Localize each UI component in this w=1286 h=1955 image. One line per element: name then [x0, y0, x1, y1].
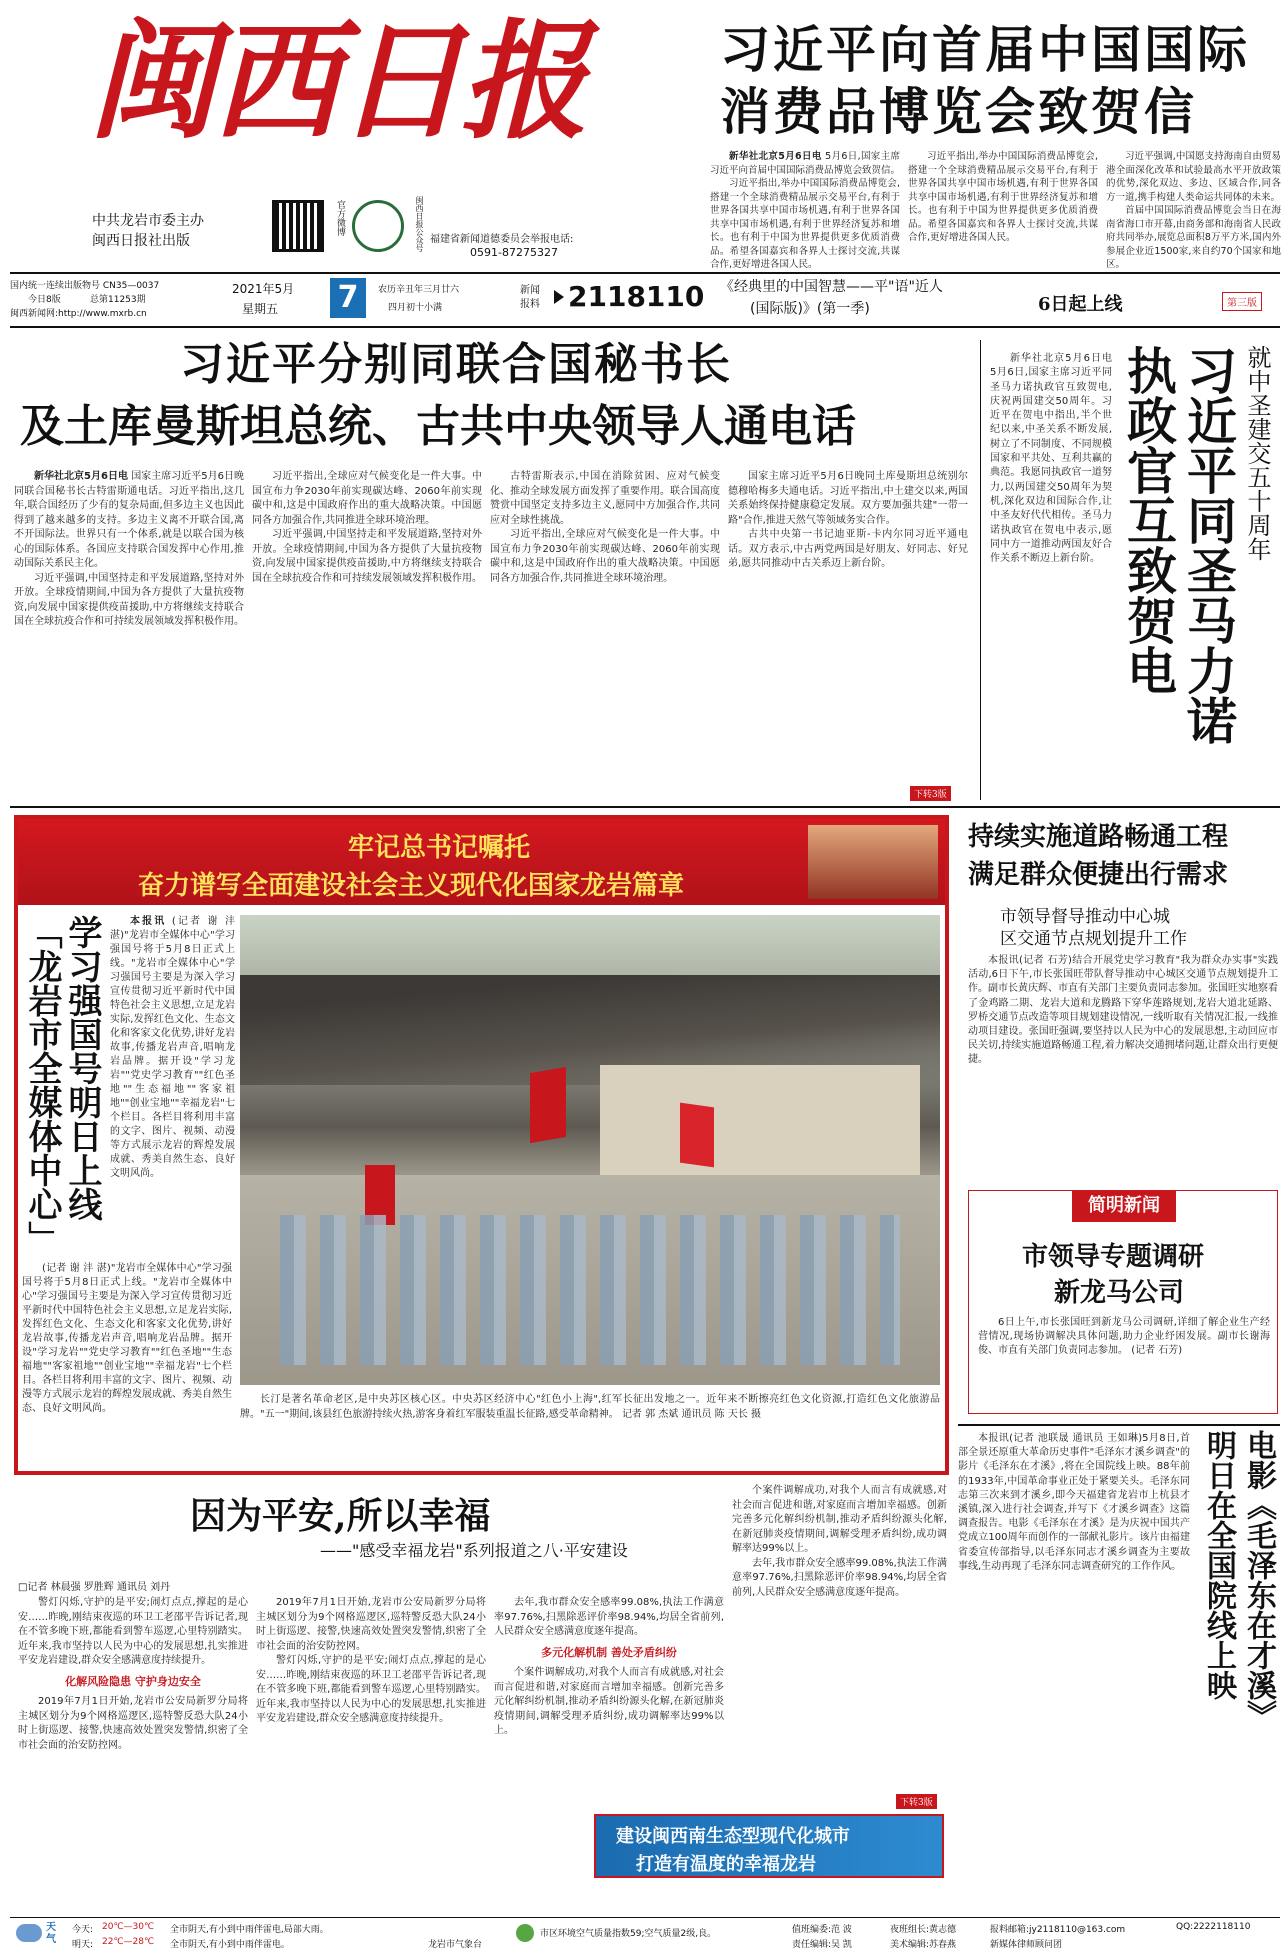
paragraph: 警灯闪烁,守护的是平安;闹灯点点,撑起的是心安……昨晚,刚结束夜巡的环卫工老邵平告诉记者,现在不管多晚下班,都能看到警车巡逻,心里特别踏实。近年来,我市坚持以人民为中心的发展思想,扎实推进平安龙岩建设,群众安全感满意度持续提升。	[18, 1597, 248, 1666]
top-headline-line2: 消费品博览会致贺信	[720, 82, 1197, 141]
arrow-icon	[554, 290, 564, 304]
air-quality: 市区环境空气质量指数59;空气质量2级,良。	[540, 1929, 717, 1939]
tomorrow-label: 明天:	[72, 1940, 94, 1950]
masthead	[0, 0, 720, 270]
qr-code	[272, 200, 324, 252]
safety-title: 因为平安,所以幸福	[190, 1495, 491, 1537]
brief-text	[978, 1316, 1270, 1408]
side-lead-text: 新华社北京5月6日电 5月6日,国家主席习近平同圣马力诺执政官互致贺电,庆祝两国建交50周年。习近平在贺电中指出,半个世纪以来,中圣关系不断发展,树立了不同制度、不同规模国家和平共处、互利共赢的典范。我愿同执政官一道努力,以两国建交50周年为契机,深化双边和国际合作,让中圣友好代代相传。圣马力诺执政官在贺电中表示,愿同中方一道推动两国友好合作关系不断迈上新台阶。	[990, 353, 1112, 565]
lead-headline-1: 习近平分别同联合国秘书长	[180, 339, 732, 390]
feature-banner	[18, 819, 945, 905]
weather-strip	[10, 1920, 1280, 1952]
photo-flag	[530, 1067, 566, 1143]
road-title-1: 持续实施道路畅通工程	[968, 822, 1229, 852]
lead-jump-link[interactable]: 下转3版	[910, 786, 951, 801]
feature-text-col	[110, 915, 235, 1260]
paragraph: 习近平强调,中国愿支持海南自由贸易港全面深化改革和试验最高水平开放政策的优势,深化双边、多边、区域合作,同各方一道,携手构建人类命运共同体的未来。	[1106, 151, 1281, 203]
hotline-label: 福建省新闻道德委员会举报电话:	[430, 234, 574, 245]
film-title-2: 明日在全国院线上映	[1201, 1430, 1236, 1700]
news-tip-label: 新闻报料	[520, 285, 540, 310]
sub-head: 多元化解机制 善处矛盾纠纷	[541, 1645, 677, 1659]
art-editor: 美术编辑:苏春燕	[890, 1940, 957, 1950]
feature-title-2: 「龙岩市全媒体中心」	[22, 915, 62, 1255]
paragraph: 个案件调解成功,对我个人而言有成就感,对社会而言促进和谐,对家庭而言增加幸福感。创新完善多元化解纠纷机制,推动矛盾纠纷源头化解,在新冠肺炎疫情期间,调解受理矛盾纠纷,成功调解率达99%以上。	[494, 1667, 724, 1736]
top-headline-line1: 习近平向首届中国国际	[720, 20, 1250, 79]
responsible-editor: 责任编辑:吴 凯	[792, 1940, 852, 1950]
night-editor: 夜班组长:黄志德	[890, 1925, 957, 1935]
infobar	[10, 276, 1280, 324]
website[interactable]: 闽西新闻网:http://www.mxrb.cn	[10, 309, 147, 319]
qr-caption-1: 官方微博	[335, 200, 345, 236]
sub-head: 化解风险隐患 守护身边安全	[65, 1674, 201, 1688]
solar-term: 四月初十小满	[388, 303, 443, 313]
banner-line-1: 建设闽西南生态型现代化城市	[616, 1826, 850, 1847]
dateline: 新华社北京5月6日电	[729, 151, 822, 162]
safety-col-1	[18, 1596, 248, 1916]
caption-text: 长汀是著名革命老区,是中央苏区核心区。中央苏区经济中心"红色小上海",红军长征出发地之一。近年来不断擦亮红色文化资源,打造红色文化旅游品牌。"五一"期间,该县红色旅游持续火热,游客身着红军服装重温长征路,感受革命精神。	[240, 1394, 940, 1420]
film-title-1: 电影《毛泽东在才溪》	[1241, 1430, 1276, 1730]
paragraph: 古特雷斯表示,中国在消除贫困、应对气候变化、推动全球发展方面发挥了重要作用。联合国高度赞赏中国坚定支持多边主义,愿同中方加强合作,共同应对全球性挑战。	[490, 471, 720, 526]
page-count: 今日8版	[28, 295, 61, 305]
road-title-2: 满足群众便捷出行需求	[968, 860, 1229, 890]
banner-line-2: 打造有温度的幸福龙岩	[636, 1854, 816, 1875]
safety-col-4	[732, 1484, 947, 1789]
safety-jump-link[interactable]: 下转3版	[896, 1794, 937, 1809]
tip-qq: QQ:2222118110	[1176, 1922, 1251, 1932]
paragraph: 习近平强调,中国坚持走和平发展道路,坚持对外开放。全球疫情期间,中国为各方提供了大量抗疫物资,向发展中国家提供疫苗援助,中方将继续支持联合国在全球抗疫合作和可持续发展领域发挥积极作用。	[14, 572, 244, 627]
divider	[958, 1424, 1280, 1426]
film-text: 本报讯(记者 池联晟 通讯员 王如琳)5月8日,首部全景还原重大革命历史事件"毛泽东才溪乡调查"的影片《毛泽东在才溪》,将在全国院线上映。88年前的1933年,中国革命事业正处于紧要关头。毛泽东同志第三次来到才溪乡,即今天福建省龙岩市上杭县才溪镇,深入进行社会调查,并写下《才溪乡调查》这篇调查报告。电影《毛泽东在才溪》是为庆祝中国共产党成立100周年而创作的一部献礼影片。该片由福建省委宣传部指导,以毛泽东同志才溪乡调查为主要故事线,生动再现了毛泽东同志调查研究的工作作风。	[958, 1433, 1190, 1572]
credit: (记者 石芳)	[1131, 1345, 1183, 1357]
banner-line-2: 奋力谱写全面建设社会主义现代化国家龙岩篇章	[138, 871, 685, 901]
weather-source: 龙岩市气象台	[428, 1940, 483, 1950]
road-subtitle-1: 市领导督导推动中心城	[1000, 907, 1170, 927]
tomorrow-temp: 22℃—28℃	[102, 1937, 155, 1947]
lead-col-2	[252, 470, 482, 800]
feature-photo	[240, 915, 940, 1385]
banner-line-1: 牢记总书记嘱托	[348, 833, 531, 863]
lunar-date: 农历辛丑年三月廿六	[378, 285, 460, 295]
paragraph: 去年,我市群众安全感率99.08%,执法工作满意率97.76%,扫黑除恶评价率98.94%,均居全省前列,人民群众安全感满意度逐年提高。	[494, 1597, 724, 1637]
hotline-number: 0591-87275327	[470, 246, 558, 259]
promo-title: 《经典里的中国智慧——平"语"近人	[720, 279, 943, 295]
byline: 本报讯	[130, 916, 167, 927]
paragraph: 个案件调解成功,对我个人而言有成就感,对社会而言促进和谐,对家庭而言增加幸福感。创新完善多元化解纠纷机制,推动矛盾纠纷源头化解,在新冠肺炎疫情期间,调解受理矛盾纠纷,成功调解率达99%以上。	[732, 1485, 947, 1554]
side-lead-title-1: 习近平同圣马力诺	[1179, 345, 1238, 745]
brief-title-1: 市领导专题调研	[1022, 1242, 1205, 1272]
weather-label: 天气	[46, 1922, 56, 1945]
law-advisors: 新媒体律师顾问团	[990, 1940, 1063, 1950]
footer-banner	[594, 1814, 944, 1878]
paragraph: 习近平指出,全球应对气候变化是一件大事。中国宣布力争2030年前实现碳达峰、2060年前实现碳中和,这是中国政府作出的重大战略决策。中国愿同各方加强合作,共同推进全球环境治理。	[252, 471, 482, 526]
paragraph: 去年,我市群众安全感率99.08%,执法工作满意率97.76%,扫黑除恶评价率98.94%,均居全省前列,人民群众安全感满意度逐年提高。	[732, 1557, 947, 1598]
text: 6日上午,市长张国旺到新龙马公司调研,详细了解企业生产经营情况,现场协调解决具体问题,助力企业纾困发展。副市长谢海俊、市直有关部门负责同志参加。	[978, 1317, 1270, 1357]
qr-caption-2: 闽西日报公众号	[415, 196, 424, 252]
paragraph: 2019年7月1日开始,龙岩市公安局新罗分局将主城区划分为9个网格巡逻区,巡特警反恐大队24小时上街巡逻、接警,快速高效处置突发警情,织密了全市社会面的治安防控网。	[18, 1696, 248, 1751]
duty-editor: 值班编委:范 波	[792, 1925, 852, 1935]
road-subtitle-2: 区交通节点规划提升工作	[1000, 929, 1187, 949]
paragraph: 古共中央第一书记迪亚斯-卡内尔同习近平通电话。双方表示,中古两党两国是好朋友、好同志、好兄弟,愿共同推动中古关系迈上新台阶。	[728, 529, 968, 569]
masthead-logo: 闽西日报	[88, 7, 585, 157]
divider	[980, 340, 981, 800]
paragraph: 习近平强调,中国坚持走和平发展道路,坚持对外开放。全球疫情期间,中国为各方提供了大量抗疫物资,向发展中国家提供疫苗援助,中方将继续支持联合国在全球抗疫合作和可持续发展领域发挥积极作用。	[252, 529, 482, 584]
text: (记者 谢 沣 湛)"龙岩市全媒体中心"学习强国号将于5月8日正式上线。"龙岩市全媒体中心"学习强国号主要是为深入学习宣传贯彻习近平新时代中国特色社会主义思想,立足龙岩实际,发挥红色文化、生态文化和客家文化优势,讲好龙岩故事,传播龙岩声音,唱响龙岩品牌。据开设"学习龙岩""党史学习教育""红色圣地""生态福地""客家祖地""创业宝地""幸福龙岩"七个栏目。各栏目将利用丰富的文字、图片、视频、动漫等方式展示龙岩的辉煌发展成就、秀美自然生态、良好文明风尚。	[110, 916, 235, 1179]
promo-subtitle: (国际版)》(第一季)	[750, 301, 870, 317]
issue-date: 2021年5月	[232, 282, 295, 296]
promo-date: 6日起上线	[1038, 294, 1123, 315]
top-headline-col2: 习近平指出,举办中国国际消费品博览会,搭建一个全球消费精品展示交易平台,有利于世界各国共享中国市场机遇,有利于世界各国共享中国市场机遇,有利于世界经济复苏和增长。也有利于中国为世界提供更多优质消费品。希望各国嘉宾和各界人士探讨交流,共谋合作,更好增进各国人民。	[908, 151, 1098, 243]
masthead-org1: 中共龙岩市委主办	[92, 213, 204, 229]
lead-col-4	[728, 470, 968, 800]
feature-title-1: 学习强国号明日上线	[62, 915, 102, 1221]
promo-page-tag[interactable]: 第三版	[1222, 292, 1262, 311]
tomorrow-desc: 全市阴天,有小到中雨伴雷电。	[170, 1940, 290, 1950]
masthead-org2: 闽西日报社出版	[92, 233, 190, 249]
weekday: 星期五	[242, 302, 279, 316]
today-label: 今天:	[72, 1925, 94, 1935]
paragraph: 国家主席习近平5月6日晚同土库曼斯坦总统别尔德穆哈梅多夫通电话。习近平指出,中土建交以来,两国关系始终保持健康稳定发展。双方要加强共建"一带一路"合作,推进天然气等领域务实合作。	[728, 471, 968, 526]
paragraph: 警灯闪烁,守护的是平安;闹灯点点,撑起的是心安……昨晚,刚结束夜巡的环卫工老邵平告诉记者,现在不管多晚下班,都能看到警车巡逻,心里特别踏实。近年来,我市坚持以人民为中心的发展思想,扎实推进平安龙岩建设,群众安全感满意度持续提升。	[256, 1655, 486, 1724]
photo-flag	[680, 1103, 714, 1168]
serial-number: 总第11253期	[90, 295, 146, 305]
brief-label: 简明新闻	[1072, 1190, 1176, 1222]
tip-email[interactable]: 报料邮箱:jy2118110@163.com	[990, 1925, 1126, 1935]
photo-credit: 记者 郭 杰斌 通讯员 陈 天长 摄	[621, 1409, 762, 1420]
paragraph: 习近平指出,举办中国国际消费品博览会,搭建一个全球消费精品展示交易平台,有利于世界各国共享中国市场机遇,有利于世界各国共享中国市场机遇,有利于世界经济复苏和增长。也有利于中国为世界提供更多优质消费品。希望各国嘉宾和各界人士探讨交流,共谋合作,更好增进各国人民。	[710, 178, 900, 270]
text: 国家主席习近平5月6日晚同联合国秘书长古特雷斯通电话。习近平指出,这几年,联合国经历了少有的复杂局面,但多边主义也因此得到了越来越多的支持。多边主义离不开联合国,离不开国际法。世界只有一个体系,就是以联合国为核心的国际体系。各国应支持联合国发挥中心作用,推动国际关系民主化。	[14, 471, 244, 569]
safety-col-2	[256, 1596, 486, 1916]
today-temp: 20℃—30℃	[102, 1922, 155, 1932]
day-number: 7	[330, 278, 366, 318]
feature-photo-caption	[240, 1392, 940, 1470]
text: 5月6日,国家主席习近平向首届中国国际消费品博览会致贺信。	[710, 151, 901, 176]
today-desc: 全市阴天,有小到中雨伴雷电,局部大雨。	[170, 1925, 329, 1935]
paragraph: 2019年7月1日开始,龙岩市公安局新罗分局将主城区划分为9个网格巡逻区,巡特警反恐大队24小时上街巡逻、接警,快速高效处置突发警情,织密了全市社会面的治安防控网。	[256, 1597, 486, 1652]
safety-byline: □记者 林晨强 罗胜辉 通讯员 刘丹	[18, 1582, 171, 1593]
lead-col-1	[14, 470, 244, 800]
divider	[10, 272, 1280, 274]
divider	[10, 326, 1280, 328]
top-headline-col1	[710, 150, 901, 270]
divider	[10, 806, 1280, 808]
divider	[10, 1917, 1280, 1918]
photo-wall	[600, 1065, 920, 1185]
dateline: 新华社北京5月6日电	[34, 471, 128, 482]
lead-col-3	[490, 470, 720, 800]
side-lead-title-2: 执政官互致贺电	[1119, 345, 1178, 695]
brief-title-2: 新龙马公司	[1054, 1278, 1185, 1308]
qr-code-2	[352, 200, 404, 252]
top-headline-col3	[1106, 150, 1281, 270]
side-lead-subtitle: 就中圣建交五十周年	[1243, 345, 1271, 561]
paragraph: 首届中国国际消费品博览会当日在海南省海口市开幕,由商务部和海南省人民政府共同举办,展览总面积8万平方米,国内外参展企业近1500家,来自约70个国家和地区。	[1106, 205, 1281, 270]
cloud-icon	[16, 1924, 42, 1942]
air-icon	[516, 1924, 534, 1942]
banner-photo	[808, 825, 938, 899]
photo-crowd	[280, 1215, 900, 1365]
feature-text-bottom: (记者 谢 沣 湛)"龙岩市全媒体中心"学习强国号将于5月8日正式上线。"龙岩市全媒体中心"学习强国号主要是为深入学习宣传贯彻习近平新时代中国特色社会主义思想,立足龙岩实际,发挥红色文化、生态文化和客家文化优势,讲好龙岩故事,传播龙岩声音,唱响龙岩品牌。据开设"学习龙岩""党史学习教育""红色圣地""生态福地""客家祖地""创业宝地""幸福龙岩"七个栏目。各栏目将利用丰富的文字、图片、视频、动漫等方式展示龙岩的辉煌发展成就、秀美自然生态、良好文明风尚。	[22, 1263, 232, 1414]
safety-subtitle: ——"感受幸福龙岩"系列报道之八·平安建设	[320, 1541, 628, 1560]
lead-headline-2: 及土库曼斯坦总统、古共中央领导人通电话	[20, 401, 856, 452]
road-text: 本报讯(记者 石芳)结合开展党史学习教育"我为群众办实事"实践活动,6日下午,市长张国旺带队督导推动中心城区交通节点规划提升工作。副市长黄庆辉、市直有关部门主要负责同志参加。张国旺实地察看了金鸡路二期、龙岩大道和龙腾路下穿华莲路规划,龙岩大道北延路、罗桥交通节点改造等项目规划建设情况,一线听取有关情况汇报,一线推动项目建设。张国旺强调,要坚持以人民为中心的发展思想,主动回应市民关切,持续实施道路畅通工程,着力解决交通拥堵问题,让群众出行更便捷。	[968, 955, 1278, 1066]
cn-number: 国内统一连续出版物号 CN35—0037	[10, 281, 160, 291]
news-tip-hotline: 2118110	[568, 280, 705, 313]
paragraph: 习近平指出,全球应对气候变化是一件大事。中国宣布力争2030年前实现碳达峰、2060年前实现碳中和,这是中国政府作出的重大战略决策。中国愿同各方加强合作,共同推进全球环境治理。	[490, 529, 720, 584]
